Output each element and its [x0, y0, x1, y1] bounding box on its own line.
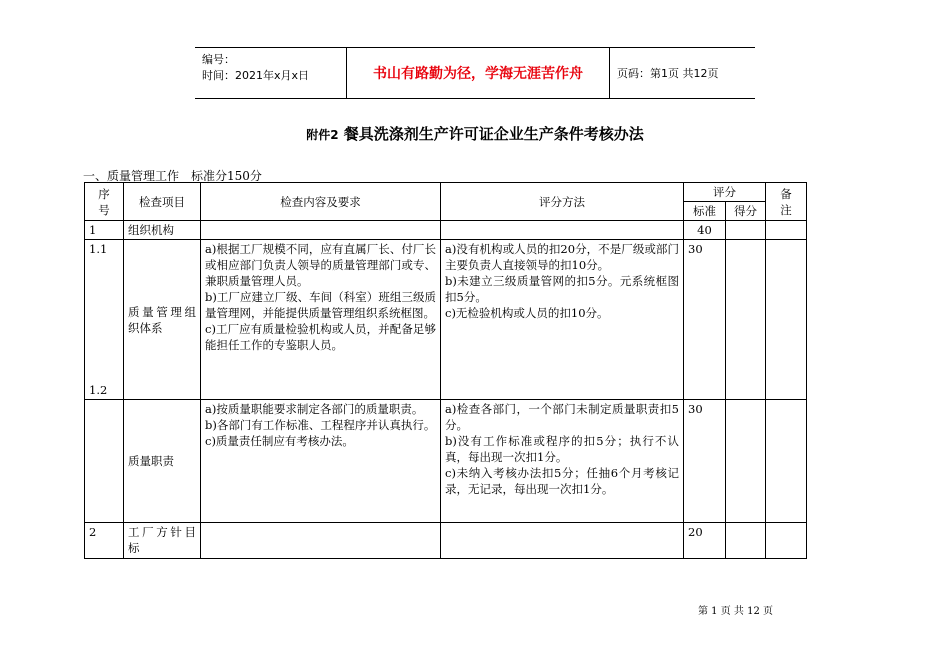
- section-heading: 一、质量管理工作 标准分150分: [83, 169, 262, 183]
- table-row: [85, 221, 807, 240]
- row-note: [766, 523, 807, 559]
- row-method: [441, 221, 684, 240]
- header-content: 检查内容及要求: [201, 183, 441, 221]
- header-got: 得分: [726, 202, 766, 221]
- header-box: [195, 47, 755, 99]
- row-standard: 30: [684, 240, 726, 400]
- row-seq-secondary: 1.2: [89, 383, 108, 397]
- time-label: 时间：2021年x月x日: [202, 69, 310, 82]
- row-note: [766, 240, 807, 400]
- row-item: 组织机构: [124, 221, 201, 240]
- header-meta: [195, 48, 346, 98]
- row-got: [726, 240, 766, 400]
- row-method: [441, 523, 684, 559]
- assessment-table: [84, 182, 807, 559]
- header-motto: 书山有路勤为径，学海无涯苦作舟: [346, 48, 610, 98]
- row-note: [766, 221, 807, 240]
- row-got: [726, 221, 766, 240]
- row-content: [201, 523, 441, 559]
- row-content: a)按质量职能要求制定各部门的质量职责。 b)各部门有工作标准、工程程序并认真执行。 c)质量责任制应有考核办法。: [201, 400, 441, 523]
- table-row: [85, 400, 807, 523]
- header-seq: 序号: [85, 183, 124, 221]
- row-seq: 1: [85, 221, 124, 240]
- row-item: 质量职责: [124, 400, 201, 523]
- number-label: 编号：: [202, 53, 235, 66]
- row-got: [726, 523, 766, 559]
- row-item: 工厂方针目标: [124, 523, 201, 559]
- header-score: 评分: [684, 183, 766, 202]
- row-method: a)检查各部门，一个部门未制定质量职责扣5分。 b)没有工作标准或程序的扣5分；执行不认真，每出现一次扣1分。 c)未纳入考核办法扣5分；任抽6个月考核记录，无记录，每出现一次扣1分。: [441, 400, 684, 523]
- row-note: [766, 400, 807, 523]
- row-got: [726, 400, 766, 523]
- row-seq: [85, 240, 124, 400]
- row-standard: 40: [684, 221, 726, 240]
- row-standard: 30: [684, 400, 726, 523]
- row-content: [201, 221, 441, 240]
- page-footer: 第 1 页 共 12 页: [698, 606, 773, 617]
- row-standard: 20: [684, 523, 726, 559]
- table-row: [85, 523, 807, 559]
- row-seq: [85, 400, 124, 523]
- row-item: 质量管理组织体系: [124, 240, 201, 400]
- row-seq: 2: [85, 523, 124, 559]
- header-page-info: 页码：第1页 共12页: [617, 67, 719, 80]
- table-row: [85, 240, 807, 400]
- title-prefix: 附件2: [306, 128, 339, 142]
- header-note: 备注: [766, 183, 807, 221]
- row-method: a)没有机构或人员的扣20分，不是厂级或部门主要负责人直接领导的扣10分。 b)未建立三级质量管网的扣5分。元系统框图扣5分。 c)无检验机构或人员的扣10分。: [441, 240, 684, 400]
- row-seq-primary: 1.1: [89, 242, 108, 256]
- title-main: 餐具洗涤剂生产许可证企业生产条件考核办法: [343, 125, 644, 143]
- header-method: 评分方法: [441, 183, 684, 221]
- header-standard: 标准: [684, 202, 726, 221]
- header-item: 检查项目: [124, 183, 201, 221]
- row-content: a)根据工厂规模不同，应有直属厂长、付厂长或相应部门负责人领导的质量管理部门或专、兼职质量管理人员。 b)工厂应建立厂级、车间（科室）班组三级质量管理网，并能提供质量管理组织系统框图。 c)工厂应有质量检验机构或人员，并配备足够能担任工作的专鉴职人员。: [201, 240, 441, 400]
- document-title: [0, 123, 950, 144]
